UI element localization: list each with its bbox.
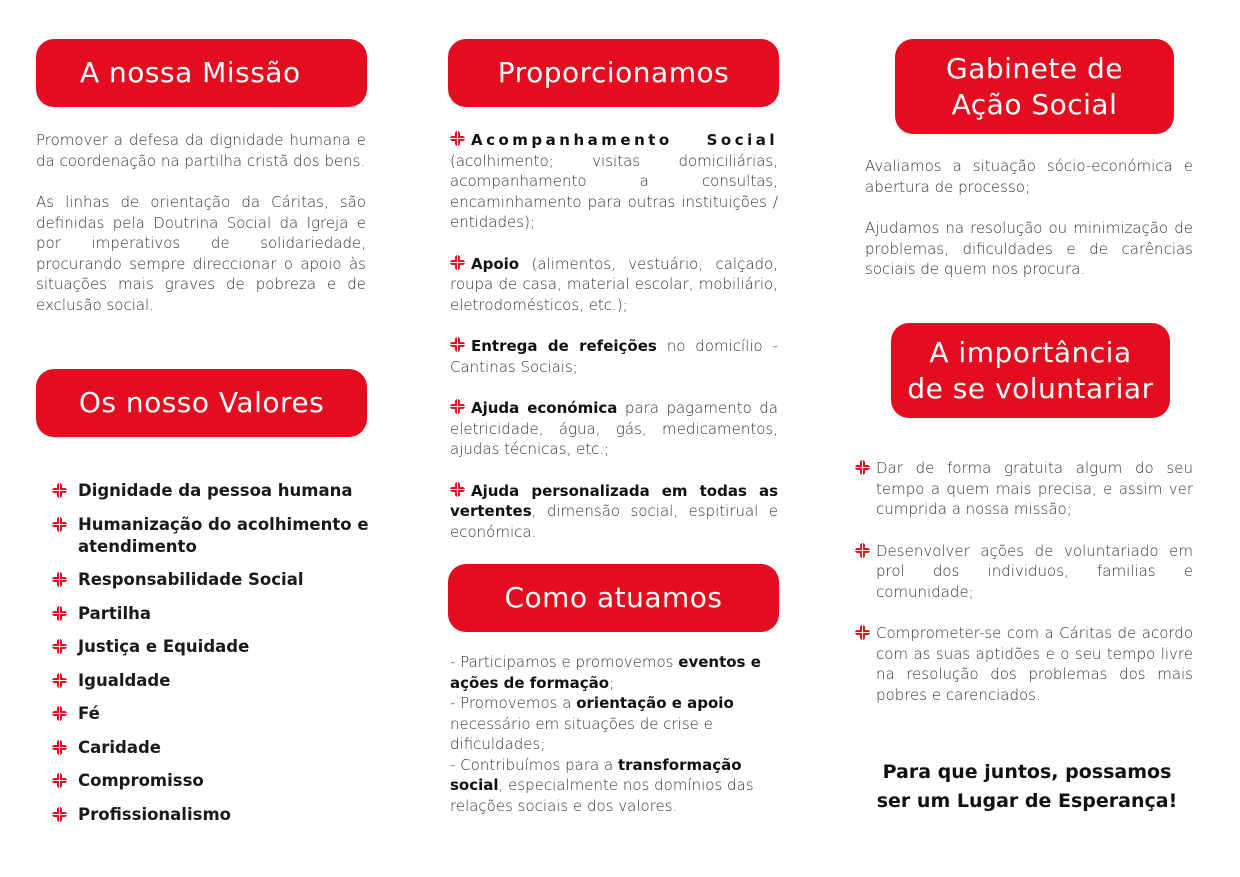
act-item — [450, 653, 761, 692]
item-bold: Entrega de refeições — [471, 337, 657, 355]
list-item — [450, 481, 778, 543]
values-list — [52, 480, 372, 837]
office-text — [865, 156, 1193, 301]
act-bold: transformação social — [450, 755, 742, 794]
caritas-cross-icon — [52, 517, 67, 532]
caritas-cross-icon — [52, 673, 67, 688]
item-text: , dimensão social, espitirual e económica. — [450, 502, 778, 541]
item-text: (acolhimento; visitas domiciliárias, acompanhamento a consultas, encaminhamento para outras instituições / entidades); — [450, 151, 778, 231]
office-title-line: Ação Social — [951, 87, 1118, 121]
caritas-cross-icon — [855, 543, 870, 558]
caritas-cross-icon — [855, 460, 870, 475]
list-item — [450, 254, 778, 316]
act-text: , especialmente nos domínios das relações sociais e dos valores. — [450, 776, 754, 815]
list-item — [52, 480, 372, 502]
act-bold: orientação e apoio — [576, 694, 734, 712]
office-paragraph-2: Ajudamos na resolução ou minimização de problemas, dificuldades e de carências sociais de quem nos procura. — [865, 219, 1193, 278]
value-label: Igualdade — [78, 670, 171, 690]
slogan — [862, 758, 1192, 816]
caritas-cross-icon — [52, 572, 67, 587]
act-text: - Participamos e promovemos — [450, 653, 679, 671]
caritas-cross-icon — [450, 255, 465, 270]
list-item — [52, 569, 372, 591]
list-item — [855, 623, 1193, 705]
volunteer-list — [855, 458, 1193, 726]
item-bold: Ajuda económica — [471, 399, 618, 417]
item-bold: Ajuda personalizada em todas as vertentes — [450, 481, 778, 520]
value-label: Partilha — [78, 603, 152, 623]
mission-title — [36, 39, 367, 107]
act-text: necessário em situações de crise e dificuldades; — [450, 714, 713, 753]
list-item — [52, 703, 372, 725]
value-label: Fé — [78, 704, 100, 723]
values-title-text: Os nosso Valores — [78, 386, 325, 419]
caritas-cross-icon — [52, 639, 67, 654]
list-item — [450, 130, 778, 233]
act-list — [450, 652, 770, 816]
list-item — [52, 770, 372, 792]
value-label: Caridade — [78, 737, 161, 757]
slogan-line-1: Para que juntos, possamos — [882, 761, 1172, 783]
value-label: Compromisso — [78, 771, 204, 790]
slogan-line-2: ser um Lugar de Esperança! — [876, 790, 1178, 812]
list-item — [52, 514, 372, 558]
list-item — [855, 458, 1193, 520]
volunteer-title — [891, 323, 1170, 418]
list-item — [52, 670, 372, 692]
list-item — [52, 804, 372, 826]
caritas-cross-icon — [52, 807, 67, 822]
caritas-cross-icon — [52, 606, 67, 621]
provide-list — [450, 130, 778, 542]
act-title — [448, 564, 779, 632]
volunteer-title-line: A importância — [929, 335, 1132, 369]
office-title — [895, 39, 1174, 134]
list-item — [52, 636, 372, 658]
volunteer-text: Comprometer-se com a Cáritas de acordo com as suas aptidões e o seu tempo livre na resolução dos problemas dos mais pobres e carenciados. — [876, 624, 1193, 704]
mission-paragraph-2: As linhas de orientação da Cáritas, são definidas pela Doutrina Social da Igreja e por imperativos de solidariedade, procurando sempre direccionar o apoio às situações mais graves de pobreza e de exclusão social. — [36, 193, 366, 314]
value-label: Profissionalismo — [78, 804, 231, 824]
item-text: (alimentos, vestuário, calçado, roupa de casa, material escolar, mobiliário, eletrodomésticos, etc.); — [450, 254, 778, 314]
act-item — [450, 694, 734, 753]
caritas-cross-icon — [52, 740, 67, 755]
provide-title-text: Proporcionamos — [497, 56, 730, 89]
mission-text — [36, 130, 366, 336]
act-text: - Contribuímos para a — [450, 755, 618, 774]
list-item — [52, 603, 372, 625]
mission-paragraph-1: Promover a defesa da dignidade humana e da coordenação na partilha cristã dos bens. — [36, 131, 366, 170]
values-title — [36, 369, 367, 437]
item-bold: Acompanhamento Social — [471, 131, 778, 149]
volunteer-title-line: de se voluntariar — [907, 371, 1154, 405]
value-label: Justiça e Equidade — [78, 637, 250, 656]
item-text: no domicílio - Cantinas Sociais; — [450, 337, 778, 376]
office-paragraph-1: Avaliamos a situação sócio-económica e abertura de processo; — [865, 157, 1193, 196]
caritas-cross-icon — [52, 483, 67, 498]
provide-title — [448, 39, 779, 107]
caritas-cross-icon — [855, 625, 870, 640]
mission-title-text: A nossa Missão — [80, 56, 301, 89]
value-label: Responsabilidade Social — [78, 570, 304, 589]
act-text: ; — [609, 673, 615, 692]
caritas-cross-icon — [450, 337, 465, 352]
act-title-text: Como atuamos — [504, 581, 723, 614]
caritas-cross-icon — [450, 399, 465, 414]
caritas-cross-icon — [52, 706, 67, 721]
caritas-cross-icon — [450, 131, 465, 146]
volunteer-text: Desenvolver ações de voluntariado em prol dos individuos, familias e comunidade; — [876, 541, 1193, 601]
act-text: - Promovemos a — [450, 694, 577, 712]
act-bold: eventos e ações de formação — [450, 653, 761, 692]
volunteer-text: Dar de forma gratuita algum do seu tempo a quem mais precisa, e assim ver cumprida a nossa missão; — [876, 459, 1193, 518]
caritas-cross-icon — [52, 773, 67, 788]
list-item — [855, 541, 1193, 603]
item-text: para pagamento da eletricidade, água, gás, medicamentos, ajudas técnicas, etc.; — [450, 399, 778, 458]
act-item — [450, 756, 754, 815]
caritas-cross-icon — [450, 482, 465, 497]
list-item — [450, 336, 778, 377]
item-bold: Apoio — [471, 254, 520, 273]
office-title-line: Gabinete de — [946, 51, 1123, 85]
value-label: Dignidade da pessoa humana — [78, 481, 353, 500]
list-item — [52, 737, 372, 759]
value-label: Humanização do acolhimento e atendimento — [78, 514, 369, 556]
list-item — [450, 398, 778, 460]
